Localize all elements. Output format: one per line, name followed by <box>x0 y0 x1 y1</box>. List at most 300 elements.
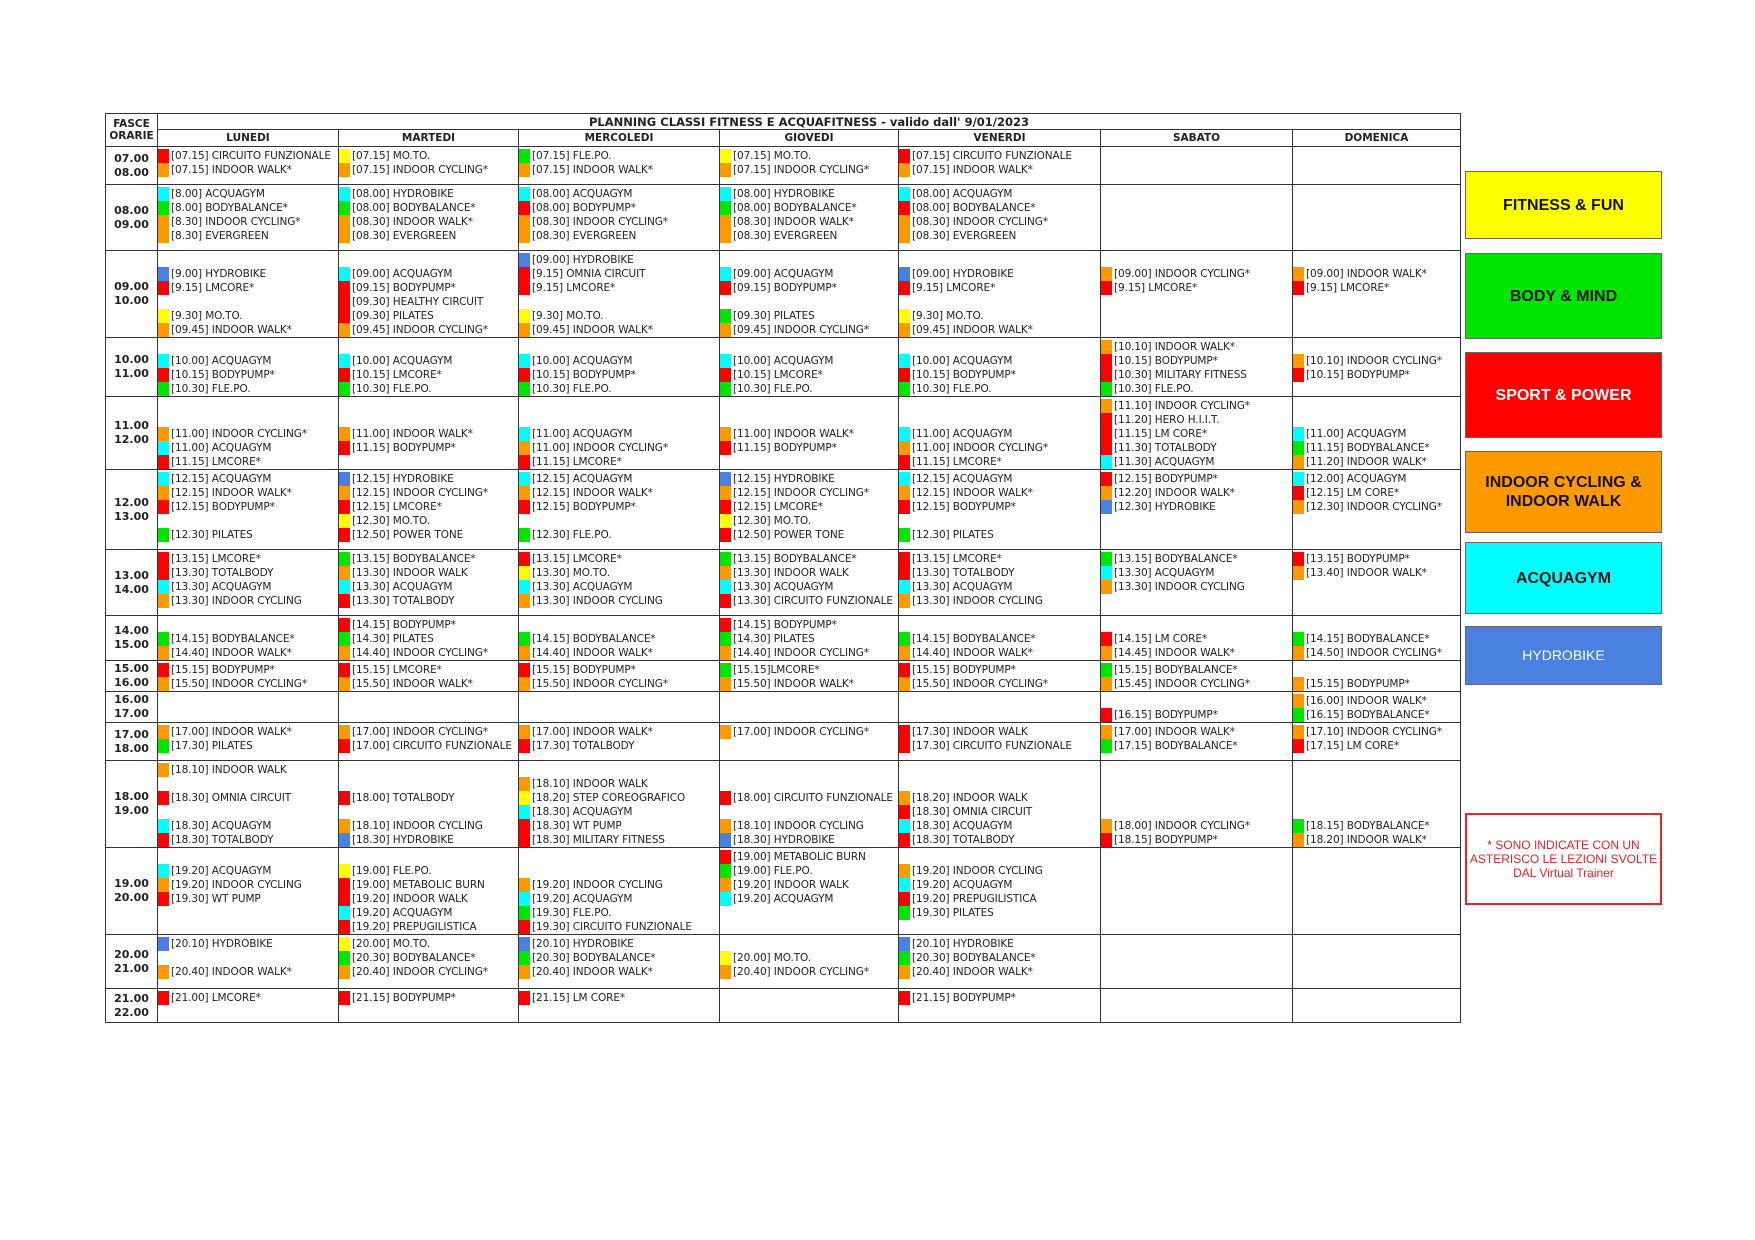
virtual-trainer-note <box>1465 813 1662 905</box>
class-entry-label: [13.30] ACQUAGYM <box>912 581 1013 593</box>
class-entry-label: [13.30] INDOOR WALK <box>352 567 468 579</box>
class-entry <box>1293 281 1460 295</box>
category-swatch <box>519 229 530 243</box>
class-entry <box>339 163 518 177</box>
class-entry <box>720 833 898 847</box>
time-row <box>106 338 1461 397</box>
class-entry <box>158 215 338 229</box>
empty-slot <box>720 805 898 819</box>
category-swatch <box>158 149 169 163</box>
time-slot-label <box>106 723 158 761</box>
class-entry <box>720 323 898 337</box>
time-slot-text: 07.00 08.00 <box>114 151 149 179</box>
class-entry <box>158 892 338 906</box>
category-swatch <box>339 552 350 566</box>
class-entry <box>1101 340 1292 354</box>
class-cell-venerdi <box>899 692 1101 723</box>
class-entry <box>158 663 338 677</box>
class-cell-martedi <box>339 935 519 989</box>
class-cell-venerdi <box>899 147 1101 185</box>
category-swatch <box>1293 267 1304 281</box>
class-entry-label: [09.00] HYDROBIKE <box>912 268 1014 280</box>
category-swatch <box>158 878 169 892</box>
category-swatch <box>158 632 169 646</box>
empty-slot <box>519 864 719 878</box>
class-entry <box>339 486 518 500</box>
category-swatch <box>720 937 731 951</box>
category-swatch <box>158 725 169 739</box>
category-swatch <box>1293 441 1304 455</box>
category-swatch <box>720 965 731 979</box>
legend-acquagym <box>1465 542 1662 614</box>
class-entry <box>339 892 518 906</box>
category-swatch <box>1101 267 1112 281</box>
class-entry <box>899 309 1100 323</box>
category-swatch <box>899 594 910 608</box>
class-entry <box>339 580 518 594</box>
category-swatch <box>1293 646 1304 660</box>
class-entry-label: [14.15] BODYBALANCE* <box>1306 633 1430 645</box>
time-slot-label <box>106 185 158 251</box>
category-swatch <box>519 215 530 229</box>
class-entry-label: [09.45] INDOOR CYCLING* <box>733 324 869 336</box>
class-cell-giovedi <box>720 397 899 470</box>
category-swatch <box>339 253 350 267</box>
class-entry <box>339 819 518 833</box>
category-swatch <box>899 253 910 267</box>
class-entry-label: [10.00] ACQUAGYM <box>532 355 633 367</box>
class-entry <box>1101 368 1292 382</box>
class-entry <box>339 441 518 455</box>
class-entry <box>339 368 518 382</box>
class-entry <box>720 864 898 878</box>
category-swatch <box>519 663 530 677</box>
class-entry-label: [18.20] INDOOR WALK <box>912 792 1028 804</box>
class-cell-domenica <box>1293 692 1461 723</box>
class-entry <box>899 427 1100 441</box>
class-entry <box>899 937 1100 951</box>
class-entry-label: [11.00] INDOOR CYCLING* <box>912 442 1048 454</box>
class-entry-label: [15.15] BODYBALANCE* <box>1114 664 1238 676</box>
class-entry <box>899 455 1100 469</box>
class-entry <box>339 323 518 337</box>
category-swatch <box>899 566 910 580</box>
class-cell-giovedi <box>720 761 899 848</box>
class-entry-label: [20.00] MO.TO. <box>733 952 812 964</box>
category-swatch <box>720 486 731 500</box>
class-entry-label: [11.15] BODYPUMP* <box>733 442 837 454</box>
class-entry <box>519 427 719 441</box>
class-entry <box>158 646 338 660</box>
class-entry-label: [18.30] ACQUAGYM <box>171 820 272 832</box>
class-entry-label: [12.30] INDOOR CYCLING* <box>1306 501 1442 513</box>
class-entry <box>519 777 719 791</box>
category-swatch <box>339 763 350 777</box>
class-entry-label: [12.15] HYDROBIKE <box>733 473 835 485</box>
class-entry-label: [12.15] ACQUAGYM <box>532 473 633 485</box>
category-swatch <box>720 763 731 777</box>
class-entry-label: [13.30] INDOOR CYCLING <box>171 595 302 607</box>
category-swatch <box>899 472 910 486</box>
category-swatch <box>1293 368 1304 382</box>
class-entry <box>899 677 1100 691</box>
class-entry-label: [12.30] PILATES <box>171 529 253 541</box>
class-entry <box>339 500 518 514</box>
class-entry <box>720 566 898 580</box>
category-swatch <box>519 646 530 660</box>
class-cell-martedi <box>339 338 519 397</box>
class-entry-label: [14.40] INDOOR WALK* <box>171 647 292 659</box>
category-swatch <box>720 646 731 660</box>
category-swatch <box>158 281 169 295</box>
class-entry <box>519 309 719 323</box>
class-entry-label: [13.15] LMCORE* <box>171 553 261 565</box>
class-entry-label: [18.30] TOTALBODY <box>912 834 1015 846</box>
category-swatch <box>1293 663 1304 677</box>
category-swatch <box>519 552 530 566</box>
empty-slot <box>899 850 1100 864</box>
class-entry-label: [19.20] ACQUAGYM <box>912 879 1013 891</box>
category-swatch <box>899 819 910 833</box>
category-swatch <box>720 215 731 229</box>
class-entry-label: [17.00] INDOOR WALK* <box>171 726 292 738</box>
class-entry <box>519 201 719 215</box>
empty-slot <box>1101 253 1292 267</box>
class-entry <box>519 632 719 646</box>
class-entry <box>1293 368 1460 382</box>
class-cell-lunedi <box>158 616 339 661</box>
category-swatch <box>158 295 169 309</box>
class-cell-venerdi <box>899 848 1101 935</box>
class-cell-mercoledi <box>519 723 720 761</box>
category-swatch <box>720 309 731 323</box>
class-entry <box>899 725 1100 739</box>
class-entry <box>899 739 1100 753</box>
class-entry <box>339 149 518 163</box>
class-cell-mercoledi <box>519 338 720 397</box>
empty-slot <box>1101 763 1292 777</box>
day-header-venerdi: VENERDI <box>899 130 1101 147</box>
class-entry-label: [07.15] INDOOR CYCLING* <box>733 164 869 176</box>
category-swatch <box>519 323 530 337</box>
class-cell-domenica <box>1293 251 1461 338</box>
category-swatch <box>720 864 731 878</box>
class-entry <box>720 618 898 632</box>
category-swatch <box>1101 413 1112 427</box>
category-swatch <box>158 805 169 819</box>
category-swatch <box>1101 368 1112 382</box>
class-entry-label: [07.15] INDOOR WALK* <box>532 164 653 176</box>
class-entry-label: [10.15] BODYPUMP* <box>1114 355 1218 367</box>
category-swatch <box>339 163 350 177</box>
category-swatch <box>158 739 169 753</box>
class-entry-label: [14.15] BODYBALANCE* <box>171 633 295 645</box>
class-entry-label: [12.15] LM CORE* <box>1306 487 1400 499</box>
empty-slot <box>158 399 338 413</box>
class-entry-label: [07.15] MO.TO. <box>733 150 812 162</box>
class-entry-label: [21.00] LMCORE* <box>171 992 261 1004</box>
class-entry <box>720 514 898 528</box>
class-entry <box>519 253 719 267</box>
class-entry <box>519 354 719 368</box>
category-swatch <box>339 441 350 455</box>
empty-slot <box>519 295 719 309</box>
class-entry-label: [13.30] ACQUAGYM <box>733 581 834 593</box>
time-row <box>106 397 1461 470</box>
class-cell-giovedi <box>720 616 899 661</box>
class-entry-label: [14.30] PILATES <box>352 633 434 645</box>
class-cell-mercoledi <box>519 616 720 661</box>
class-cell-venerdi <box>899 338 1101 397</box>
class-entry <box>1293 739 1460 753</box>
category-swatch <box>1293 819 1304 833</box>
category-swatch <box>1101 805 1112 819</box>
category-swatch <box>720 413 731 427</box>
category-swatch <box>899 725 910 739</box>
category-swatch <box>339 399 350 413</box>
class-entry <box>519 149 719 163</box>
class-entry-label: [11.00] INDOOR CYCLING* <box>171 428 307 440</box>
class-entry-label: [11.20] HERO H.I.I.T. <box>1114 414 1220 426</box>
time-slot-label <box>106 550 158 616</box>
empty-slot <box>1293 413 1460 427</box>
class-entry-label: [9.15] OMNIA CIRCUIT <box>532 268 646 280</box>
class-entry-label: [08.00] HYDROBIKE <box>733 188 835 200</box>
class-cell-sabato <box>1101 989 1293 1023</box>
class-entry-label: [10.30] FLE.PO. <box>352 383 432 395</box>
category-swatch <box>158 991 169 1005</box>
category-swatch <box>158 472 169 486</box>
class-entry-label: [17.30] TOTALBODY <box>532 740 635 752</box>
category-swatch <box>720 951 731 965</box>
class-entry <box>339 427 518 441</box>
class-cell-venerdi <box>899 989 1101 1023</box>
class-entry <box>339 309 518 323</box>
class-entry-label: [09.15] BODYPUMP* <box>352 282 456 294</box>
class-entry-label: [20.10] HYDROBIKE <box>171 938 273 950</box>
category-swatch <box>1293 413 1304 427</box>
category-swatch <box>519 566 530 580</box>
category-swatch <box>158 937 169 951</box>
category-swatch <box>519 486 530 500</box>
category-swatch <box>1101 739 1112 753</box>
category-swatch <box>158 455 169 469</box>
category-swatch <box>720 472 731 486</box>
class-entry <box>1293 632 1460 646</box>
class-entry-label: [08.00] BODYBALANCE* <box>733 202 857 214</box>
empty-slot <box>1101 777 1292 791</box>
class-entry <box>899 187 1100 201</box>
class-entry-label: [13.30] INDOOR CYCLING <box>532 595 663 607</box>
category-swatch <box>899 850 910 864</box>
empty-slot <box>158 514 338 528</box>
class-entry <box>158 763 338 777</box>
class-entry-label: [8.30] EVERGREEN <box>171 230 269 242</box>
class-entry-label: [20.30] BODYBALANCE* <box>532 952 656 964</box>
class-entry <box>720 149 898 163</box>
class-entry-label: [20.40] INDOOR WALK* <box>912 966 1033 978</box>
schedule-title: PLANNING CLASSI FITNESS E ACQUAFITNESS - valido dall' 9/01/2023 <box>158 114 1461 130</box>
class-cell-giovedi <box>720 185 899 251</box>
class-entry <box>1101 441 1292 455</box>
class-entry-label: [9.15] LMCORE* <box>912 282 996 294</box>
category-swatch <box>339 819 350 833</box>
class-entry <box>1101 427 1292 441</box>
class-cell-martedi <box>339 251 519 338</box>
empty-slot <box>1293 777 1460 791</box>
class-entry-label: [15.50] INDOOR CYCLING* <box>532 678 668 690</box>
category-swatch <box>899 201 910 215</box>
empty-slot <box>899 618 1100 632</box>
category-swatch <box>720 618 731 632</box>
class-entry-label: [11.00] ACQUAGYM <box>171 442 272 454</box>
empty-slot <box>720 763 898 777</box>
empty-slot <box>1101 805 1292 819</box>
class-entry-label: [13.15] BODYBALANCE* <box>733 553 857 565</box>
category-swatch <box>158 340 169 354</box>
category-swatch <box>339 323 350 337</box>
class-cell-domenica <box>1293 661 1461 692</box>
category-swatch <box>899 368 910 382</box>
class-entry-label: [17.30] PILATES <box>171 740 253 752</box>
class-entry <box>720 472 898 486</box>
class-entry <box>1101 455 1292 469</box>
category-swatch <box>158 850 169 864</box>
class-entry-label: [09.45] INDOOR CYCLING* <box>352 324 488 336</box>
class-entry-label: [20.10] HYDROBIKE <box>532 938 634 950</box>
category-swatch <box>339 805 350 819</box>
class-cell-domenica <box>1293 470 1461 550</box>
category-swatch <box>720 354 731 368</box>
class-entry-label: [10.30] FLE.PO. <box>532 383 612 395</box>
class-entry <box>158 441 338 455</box>
category-swatch <box>158 187 169 201</box>
class-entry <box>339 594 518 608</box>
time-slots-header-label: FASCE ORARIE <box>109 118 154 142</box>
category-swatch <box>1293 777 1304 791</box>
category-swatch <box>339 413 350 427</box>
category-swatch <box>519 632 530 646</box>
category-swatch <box>1293 618 1304 632</box>
category-swatch <box>158 552 169 566</box>
time-slot-text: 16.00 17.00 <box>114 693 149 720</box>
class-entry <box>899 500 1100 514</box>
time-slot-text: 21.00 22.00 <box>114 991 149 1019</box>
class-entry <box>1101 486 1292 500</box>
class-entry-label: [14.40] INDOOR WALK* <box>912 647 1033 659</box>
class-cell-lunedi <box>158 185 339 251</box>
class-cell-lunedi <box>158 723 339 761</box>
class-entry <box>899 951 1100 965</box>
class-entry <box>720 500 898 514</box>
class-entry <box>899 201 1100 215</box>
class-entry-label: [18.10] INDOOR CYCLING <box>352 820 483 832</box>
class-entry-label: [17.30] INDOOR WALK <box>912 726 1028 738</box>
class-entry <box>158 677 338 691</box>
class-entry-label: [10.10] INDOOR WALK* <box>1114 341 1235 353</box>
class-cell-domenica <box>1293 761 1461 848</box>
class-cell-domenica <box>1293 848 1461 935</box>
class-entry-label: [19.20] ACQUAGYM <box>171 865 272 877</box>
schedule-table <box>105 113 1461 1023</box>
category-swatch <box>899 663 910 677</box>
legend-label: SPORT & POWER <box>1495 386 1632 404</box>
class-entry-label: [19.20] INDOOR WALK <box>733 879 849 891</box>
category-swatch <box>1293 677 1304 691</box>
class-entry <box>519 920 719 934</box>
empty-slot <box>519 763 719 777</box>
class-entry-label: [08.30] EVERGREEN <box>733 230 838 242</box>
category-swatch <box>519 163 530 177</box>
class-entry-label: [11.20] INDOOR WALK* <box>1306 456 1427 468</box>
class-entry <box>1101 413 1292 427</box>
category-swatch <box>1101 819 1112 833</box>
class-entry-label: [15.15] BODYPUMP* <box>1306 678 1410 690</box>
category-swatch <box>158 864 169 878</box>
class-entry <box>899 819 1100 833</box>
category-swatch <box>158 354 169 368</box>
class-entry <box>158 528 338 542</box>
class-entry <box>720 354 898 368</box>
class-entry <box>158 594 338 608</box>
category-swatch <box>899 413 910 427</box>
class-cell-sabato <box>1101 761 1293 848</box>
category-swatch <box>899 632 910 646</box>
category-swatch <box>899 382 910 396</box>
class-cell-giovedi <box>720 338 899 397</box>
class-entry-label: [12.30] HYDROBIKE <box>1114 501 1216 513</box>
empty-slot <box>899 340 1100 354</box>
class-entry-label: [14.15] BODYBALANCE* <box>912 633 1036 645</box>
category-swatch <box>1293 632 1304 646</box>
time-slot-text: 13.00 14.00 <box>114 568 149 596</box>
category-swatch <box>899 777 910 791</box>
class-entry <box>899 552 1100 566</box>
class-entry-label: [12.20] INDOOR WALK* <box>1114 487 1235 499</box>
class-entry <box>519 663 719 677</box>
class-entry-label: [19.20] PREPUGILISTICA <box>912 893 1037 905</box>
class-entry <box>899 892 1100 906</box>
legend-label: ACQUAGYM <box>1515 569 1612 587</box>
class-entry-label: [17.00] INDOOR WALK* <box>1114 726 1235 738</box>
class-entry <box>158 427 338 441</box>
class-entry <box>1101 472 1292 486</box>
category-swatch <box>899 309 910 323</box>
day-header-lunedi: LUNEDI <box>158 130 339 147</box>
class-entry-label: [09.15] BODYPUMP* <box>733 282 837 294</box>
class-entry <box>519 441 719 455</box>
category-swatch <box>519 309 530 323</box>
time-slot-label <box>106 470 158 550</box>
class-entry-label: [10.30] FLE.PO. <box>912 383 992 395</box>
class-entry <box>899 323 1100 337</box>
category-swatch <box>158 777 169 791</box>
class-entry <box>158 991 338 1005</box>
class-entry-label: [19.20] INDOOR CYCLING <box>532 879 663 891</box>
class-cell-lunedi <box>158 251 339 338</box>
class-entry-label: [13.30] INDOOR CYCLING <box>912 595 1043 607</box>
class-cell-mercoledi <box>519 550 720 616</box>
class-entry-label: [11.15] LMCORE* <box>912 456 1002 468</box>
time-slot-label <box>106 338 158 397</box>
class-cell-mercoledi <box>519 935 720 989</box>
category-swatch <box>899 965 910 979</box>
category-swatch <box>339 382 350 396</box>
class-cell-sabato <box>1101 147 1293 185</box>
category-swatch <box>158 646 169 660</box>
class-entry <box>519 677 719 691</box>
category-swatch <box>720 632 731 646</box>
